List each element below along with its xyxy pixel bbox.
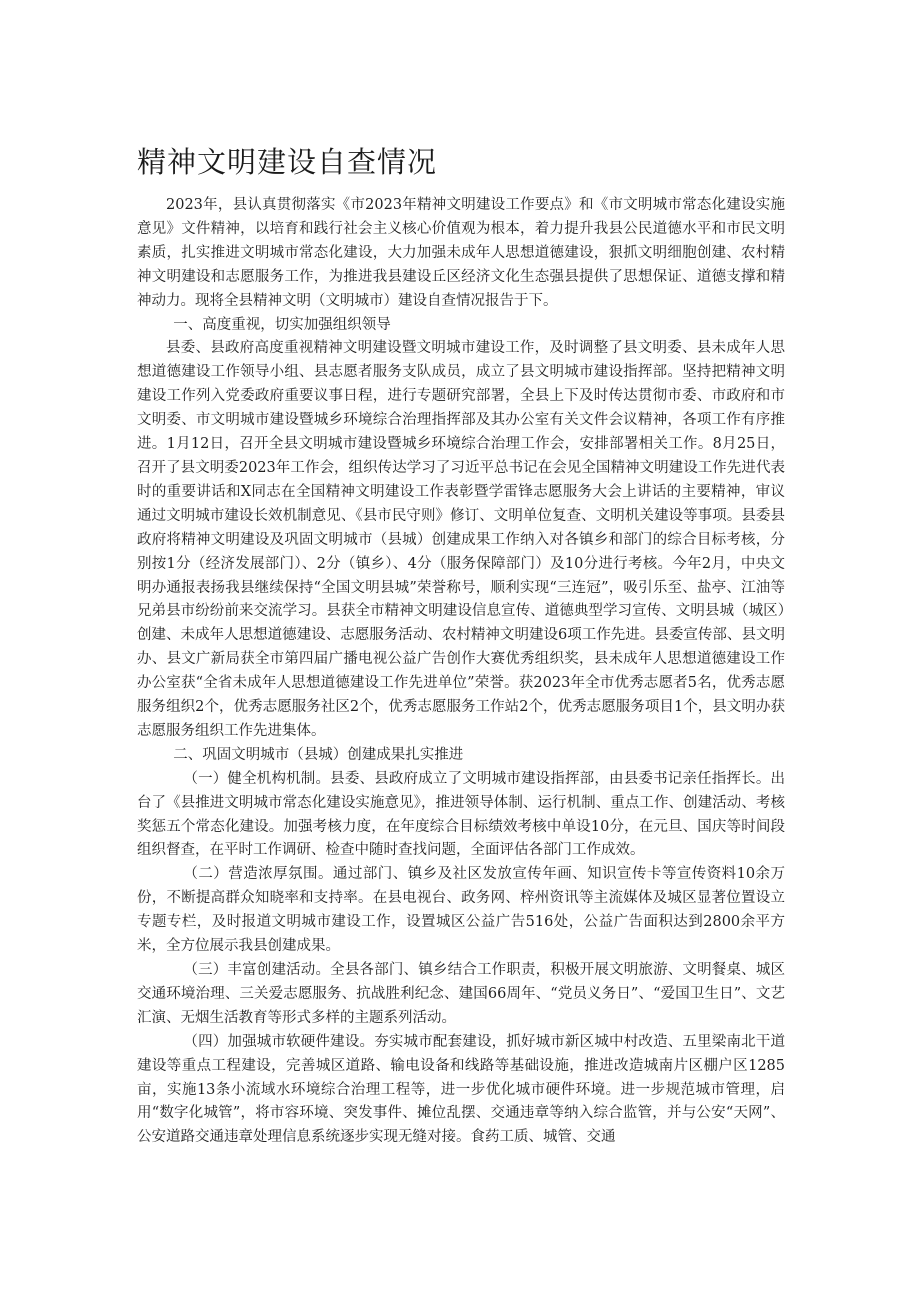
subsection-1-paragraph: （一）健全机构机制。县委、县政府成立了文明城市建设指挥部，由县委书记亲任指挥长。出台了《县推进文明城市常态化建设实施意见》，推进领导体制、运行机制、重点工作、创建活动、考核奖惩五个常态化建设。加强考核力度，在年度综合目标绩效考核中单设10分，在元旦、国庆等时间段组织督查，在平时工作调研、检查中随时查找问题，全面评估各部门工作成效。 [137,770,785,859]
section-heading-1: 一、高度重视，切实加强组织领导 [173,316,391,333]
section-1-paragraph: 县委、县政府高度重视精神文明建设暨文明城市建设工作，及时调整了县文明委、县未成年人思想道德建设工作领导小组、县志愿者服务支队成员，成立了县文明城市建设指挥部。坚持把精神文明建设工作列入党委政府重要议事日程，进行专题研究部署，全县上下及时传达贯彻市委、市政府和市文明委、市文明城市建设暨城乡环境综合治理指挥部及其办公室有关文件会议精神，各项工作有序推进。1月12日，召开全县文明城市建设暨城乡环境综合治理工作会，安排部署相关工作。8月25日，召开了县文明委2023年工作会，组织传达学习了习近平总书记在会见全国精神文明建设工作先进代表时的重要讲话和X同志在全国精神文明建设工作表彰暨学雷锋志愿服务大会上讲话的主要精神，审议通过文明城市建设长效机制意见、《县市民守则》修订、文明单位复查、文明机关建设等事项。县委县政府将精神文明建设及巩固文明城市（县城）创建成果工作纳入对各镇乡和部门的综合目标考核，分别按1分（经济发展部门）、2分（镇乡）、4分（服务保障部门）及10分进行考核。今年2月，中央文明办通报表扬我县继续保持“全国文明县城”荣誉称号，顺利实现“三连冠”，吸引乐至、盐亭、江油等兄弟县市纷纷前来交流学习。县获全市精神文明建设信息宣传、道德典型学习宣传、文明县城（城区）创建、未成年人思想道德建设、志愿服务活动、农村精神文明建设6项工作先进。县委宣传部、县文明办、县文广新局获全市第四届广播电视公益广告创作大赛优秀组织奖，县未成年人思想道德建设工作办公室获“全省未成年人思想道德建设工作先进单位”荣誉。获2023年全市优秀志愿者5名，优秀志愿服务组织2个，优秀志愿服务社区2个，优秀志愿服务工作站2个，优秀志愿服务项目1个，县文明办获志愿服务组织工作先进集体。 [137,340,785,739]
subsection-2-paragraph: （二）营造浓厚氛围。通过部门、镇乡及社区发放宣传年画、知识宣传卡等宣传资料10余万份，不断提高群众知晓率和支持率。在县电视台、政务网、梓州资讯等主流媒体及城区显著位置设立专题专栏，及时报道文明城市建设工作，设置城区公益广告516处，公益广告面积达到2800余平方米，全方位展示我县创建成果。 [137,866,785,955]
subsection-3-paragraph: （三）丰富创建活动。全县各部门、镇乡结合工作职责，积极开展文明旅游、文明餐桌、城区交通环境治理、三关爱志愿服务、抗战胜利纪念、建国66周年、“党员义务日”、“爱国卫生日”、文艺汇演、无烟生活教育等形式多样的主题系列活动。 [137,962,785,1026]
document-body [137,194,785,1150]
intro-paragraph: 2023年，县认真贯彻落实《市2023年精神文明建设工作要点》和《市文明城市常态化建设实施意见》文件精神，以培育和践行社会主义核心价值观为根本，着力提升我县公民道德水平和市民文明素质，扎实推进文明城市常态化建设，大力加强未成年人思想道德建设，狠抓文明细胞创建、农村精神文明建设和志愿服务工作，为推进我县建设丘区经济文化生态强县提供了思想保证、道德支撑和精神动力。现将全县精神文明（文明城市）建设自查情况报告于下。 [137,197,785,309]
document-title: 精神文明建设自查情况 [137,145,438,179]
section-heading-2: 二、巩固文明城市（县城）创建成果扎实推进 [173,746,464,763]
subsection-4-paragraph: （四）加强城市软硬件建设。夯实城市配套建设，抓好城市新区城中村改造、五里梁南北干道建设等重点工程建设，完善城区道路、输电设备和线路等基础设施，推进改造城南片区棚户区1285亩，实施13条小流域水环境综合治理工程等，进一步优化城市硬件环境。进一步规范城市管理，启用“数字化城管”，将市容环境、突发事件、摊位乱摆、交通违章等纳入综合监管，并与公安“天网”、公安道路交通违章处理信息系统逐步实现无缝对接。食药工质、城管、交通 [137,1033,785,1146]
